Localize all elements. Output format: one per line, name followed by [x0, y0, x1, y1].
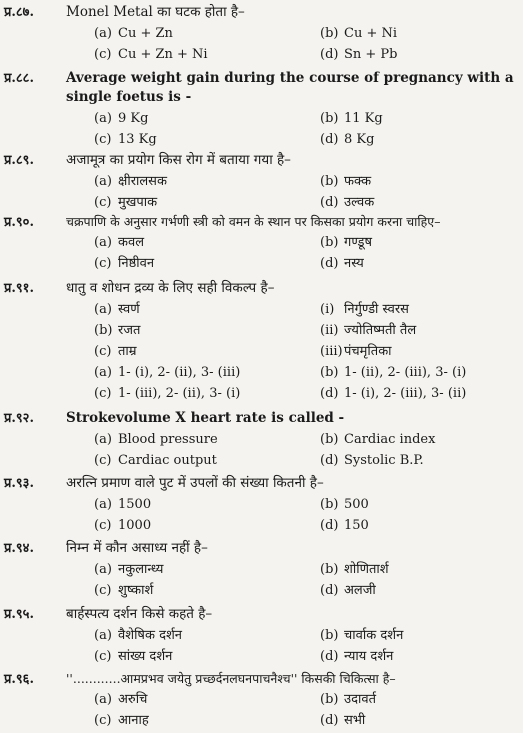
- question-95: [4, 604, 519, 666]
- option-a[interactable]: (a) कवल: [94, 235, 145, 250]
- question-text: Strokevolume X heart rate is called -: [66, 410, 345, 426]
- question-number: प्र.८९.: [4, 153, 34, 168]
- match-item-b: (b) रजत: [94, 323, 141, 338]
- option-d[interactable]: (d) 150: [320, 518, 369, 533]
- option-c[interactable]: (c) 1- (iii), 2- (ii), 3- (i): [94, 386, 241, 401]
- options: [94, 24, 519, 64]
- option-b[interactable]: (b) 500: [320, 497, 369, 512]
- option-c[interactable]: (c) शुष्कार्श: [94, 583, 154, 598]
- question-number: प्र.९६.: [4, 672, 34, 687]
- option-c[interactable]: (c) सांख्य दर्शन: [94, 649, 173, 664]
- question-text: धातु व शोधन द्रव्य के लिए सही विकल्प है–: [66, 280, 275, 296]
- options: [94, 560, 519, 600]
- question-91: [4, 278, 519, 403]
- question-number: प्र.८७.: [4, 5, 34, 20]
- question-94: [4, 538, 519, 600]
- option-d[interactable]: (d) अलजी: [320, 583, 376, 598]
- match-item-i: (i) निर्गुण्डी स्वरस: [320, 302, 409, 317]
- option-d[interactable]: (d) नस्य: [320, 256, 364, 271]
- options: [94, 109, 519, 149]
- option-a[interactable]: (a) 9 Kg: [94, 111, 149, 126]
- options: [94, 430, 519, 470]
- question-number: प्र.९३.: [4, 476, 34, 491]
- option-c[interactable]: (c) Cardiac output: [94, 453, 217, 468]
- question-number: प्र.९०.: [4, 215, 34, 230]
- option-a[interactable]: (a) क्षीरालसक: [94, 174, 167, 189]
- question-number: प्र.९१.: [4, 281, 34, 296]
- option-d[interactable]: (d) न्याय दर्शन: [320, 649, 394, 664]
- match-item-iii: (iii)पंचमृतिका: [320, 344, 392, 359]
- question-number: प्र.९२.: [4, 411, 34, 426]
- option-d[interactable]: (d) Sn + Pb: [320, 47, 398, 62]
- question-text: चक्रपाणि के अनुसार गर्भणी स्त्री को वमन के स्थान पर किसका प्रयोग करना चाहिए–: [66, 214, 441, 229]
- option-b[interactable]: (b) शोणितार्श: [320, 562, 389, 577]
- question-96: [4, 669, 519, 730]
- option-b[interactable]: (b) गण्डूष: [320, 235, 372, 250]
- option-d[interactable]: (d) सभी: [320, 713, 366, 728]
- question-93: [4, 473, 519, 535]
- question-87: [4, 2, 519, 64]
- option-a[interactable]: (a) नकुलान्ध्य: [94, 562, 164, 577]
- question-text: Monel Metal का घटक होता है–: [66, 4, 245, 20]
- option-b[interactable]: (b) Cardiac index: [320, 432, 436, 447]
- option-c[interactable]: (c) 1000: [94, 518, 152, 533]
- option-b[interactable]: (b) 11 Kg: [320, 111, 383, 126]
- option-d[interactable]: (d) उल्वक: [320, 195, 375, 210]
- option-a[interactable]: (a) 1500: [94, 497, 152, 512]
- option-c[interactable]: (c) 13 Kg: [94, 132, 157, 147]
- options: [94, 690, 519, 730]
- question-text: अरत्नि प्रमाण वाले पुट में उपलों की संख्या कितनी है–: [66, 475, 324, 491]
- option-d[interactable]: (d) Systolic B.P.: [320, 453, 424, 468]
- option-b[interactable]: (b) उदावर्त: [320, 692, 377, 707]
- question-88: [4, 68, 519, 149]
- option-d[interactable]: (d) 1- (i), 2- (iii), 3- (ii): [320, 386, 467, 401]
- option-c[interactable]: (c) आनाह: [94, 713, 149, 728]
- option-b[interactable]: (b) Cu + Ni: [320, 26, 398, 41]
- options: [94, 172, 519, 212]
- option-a[interactable]: (a) अरुचि: [94, 692, 148, 707]
- option-c[interactable]: (c) Cu + Zn + Ni: [94, 47, 208, 62]
- option-d[interactable]: (d) 8 Kg: [320, 132, 375, 147]
- question-number: प्र.९५.: [4, 607, 34, 622]
- match-item-a: (a) स्वर्ण: [94, 302, 140, 317]
- option-b[interactable]: (b) फक्क: [320, 174, 372, 189]
- match-item-c: (c) ताम्र: [94, 344, 137, 359]
- option-c[interactable]: (c) निष्ठीवन: [94, 256, 155, 271]
- option-a[interactable]: (a) 1- (i), 2- (ii), 3- (iii): [94, 365, 241, 380]
- options: [94, 233, 519, 273]
- question-text: ''............आमप्रभव जयेतु प्रच्छर्दनलघनपाचनैश्च'' किसकी चिकित्सा है–: [66, 671, 396, 686]
- options: [94, 495, 519, 535]
- question-text: निम्न में कौन असाध्य नहीं है–: [66, 540, 208, 556]
- option-a[interactable]: (a) Blood pressure: [94, 432, 218, 447]
- option-a[interactable]: (a) वैशेषिक दर्शन: [94, 628, 183, 643]
- question-89: [4, 150, 519, 212]
- question-92: [4, 408, 519, 470]
- option-b[interactable]: (b) चार्वाक दर्शन: [320, 628, 404, 643]
- question-number: प्र.८८.: [4, 71, 34, 86]
- question-text: बार्हस्पत्य दर्शन किसे कहते है–: [66, 606, 213, 622]
- question-number: प्र.९४.: [4, 541, 34, 556]
- option-b[interactable]: (b) 1- (ii), 2- (iii), 3- (i): [320, 365, 467, 380]
- options: [94, 626, 519, 666]
- option-a[interactable]: (a) Cu + Zn: [94, 26, 173, 41]
- question-text: अजामूत्र का प्रयोग किस रोग में बताया गया है–: [66, 152, 291, 168]
- options: [94, 300, 519, 403]
- question-90: [4, 212, 519, 273]
- match-item-ii: (ii) ज्योतिष्मती तैल: [320, 323, 417, 338]
- question-text: Average weight gain during the course of pregnancy with a single foetus is -: [66, 70, 514, 105]
- option-c[interactable]: (c) मुखपाक: [94, 195, 158, 210]
